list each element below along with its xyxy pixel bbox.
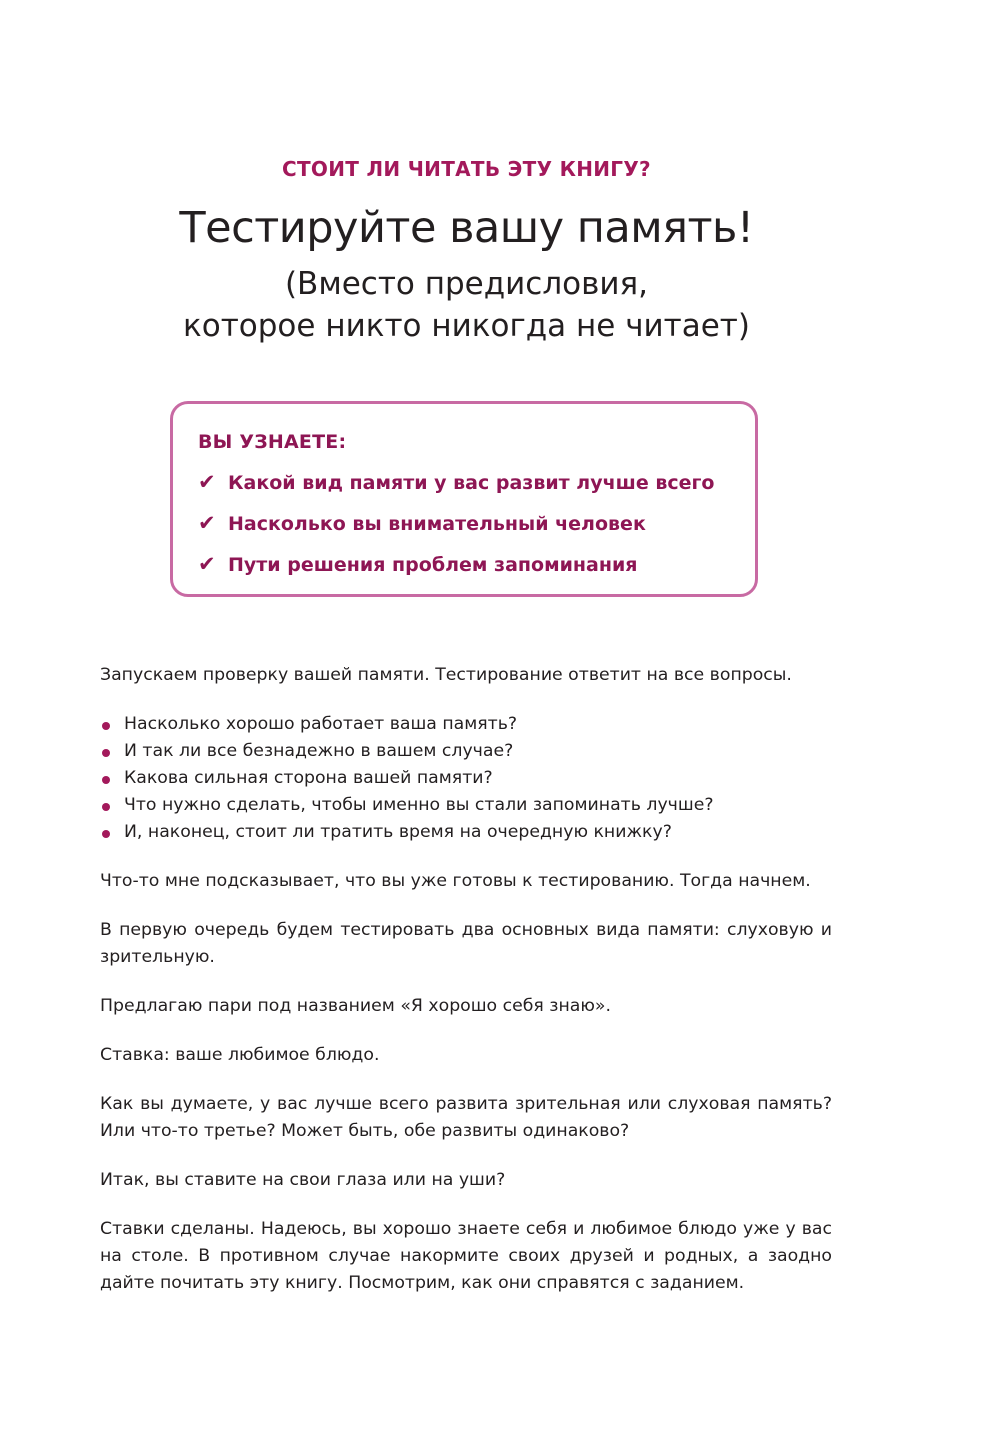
learn-item (198, 552, 714, 593)
bullet-icon (102, 803, 110, 811)
learn-item-text: Насколько вы внимательный человек (228, 513, 646, 535)
body-paragraph: Ставки сделаны. Надеюсь, вы хорошо знаете себя и любимое блюдо уже у вас на столе. В противном случае накормите своих друзей и родных, а заодно дайте почитать эту книгу. Посмотрим, как они справятся с заданием. (100, 1219, 832, 1293)
question-item (100, 819, 832, 846)
learn-list (198, 470, 714, 593)
question-list (100, 711, 832, 846)
question-text: Насколько хорошо работает ваша память? (124, 714, 518, 734)
subtitle-line-2: которое никто никогда не читает) (183, 308, 750, 344)
learn-item (198, 511, 714, 552)
question-item (100, 792, 832, 819)
bullet-icon (102, 749, 110, 757)
body-text (100, 662, 832, 1319)
checkmark-icon: ✔ (198, 511, 216, 535)
bullet-icon (102, 776, 110, 784)
page-subtitle (0, 263, 933, 347)
body-paragraph: В первую очередь будем тестировать два основных вида памяти: слуховую и зрительную. (100, 920, 832, 967)
body-paragraph: Как вы думаете, у вас лучше всего развита зрительная или слуховая память? Или что-то третье? Может быть, обе развиты одинаково? (100, 1094, 832, 1141)
learn-item-text: Пути решения проблем запоминания (228, 554, 638, 576)
body-paragraph: Предлагаю пари под названием «Я хорошо себя знаю». (100, 996, 611, 1016)
subtitle-line-1: (Вместо предисловия, (284, 266, 649, 302)
question-text: И так ли все безнадежно в вашем случае? (124, 741, 514, 761)
body-paragraph: Итак, вы ставите на свои глаза или на уши? (100, 1170, 506, 1190)
question-text: И, наконец, стоит ли тратить время на очередную книжку? (124, 822, 672, 842)
page-title: Тестируйте вашу память! (179, 203, 754, 253)
question-item (100, 711, 832, 738)
checkmark-icon: ✔ (198, 552, 216, 576)
body-paragraph: Ставка: ваше любимое блюдо. (100, 1045, 380, 1065)
checkmark-icon: ✔ (198, 470, 216, 494)
question-text: Что нужно сделать, чтобы именно вы стали запоминать лучше? (124, 795, 714, 815)
question-item (100, 738, 832, 765)
learn-heading: ВЫ УЗНАЕТЕ: (198, 431, 347, 453)
learn-item-text: Какой вид памяти у вас развит лучше всего (228, 472, 715, 494)
bullet-icon (102, 722, 110, 730)
intro-paragraph: Запускаем проверку вашей памяти. Тестирование ответит на все вопросы. (100, 665, 792, 685)
bullet-icon (102, 830, 110, 838)
learn-box (170, 401, 758, 597)
learn-item (198, 470, 714, 511)
question-item (100, 765, 832, 792)
section-kicker: СТОИТ ЛИ ЧИТАТЬ ЭТУ КНИГУ? (282, 157, 651, 181)
question-text: Какова сильная сторона вашей памяти? (124, 768, 493, 788)
body-paragraph: Что-то мне подсказывает, что вы уже готовы к тестированию. Тогда начнем. (100, 871, 811, 891)
